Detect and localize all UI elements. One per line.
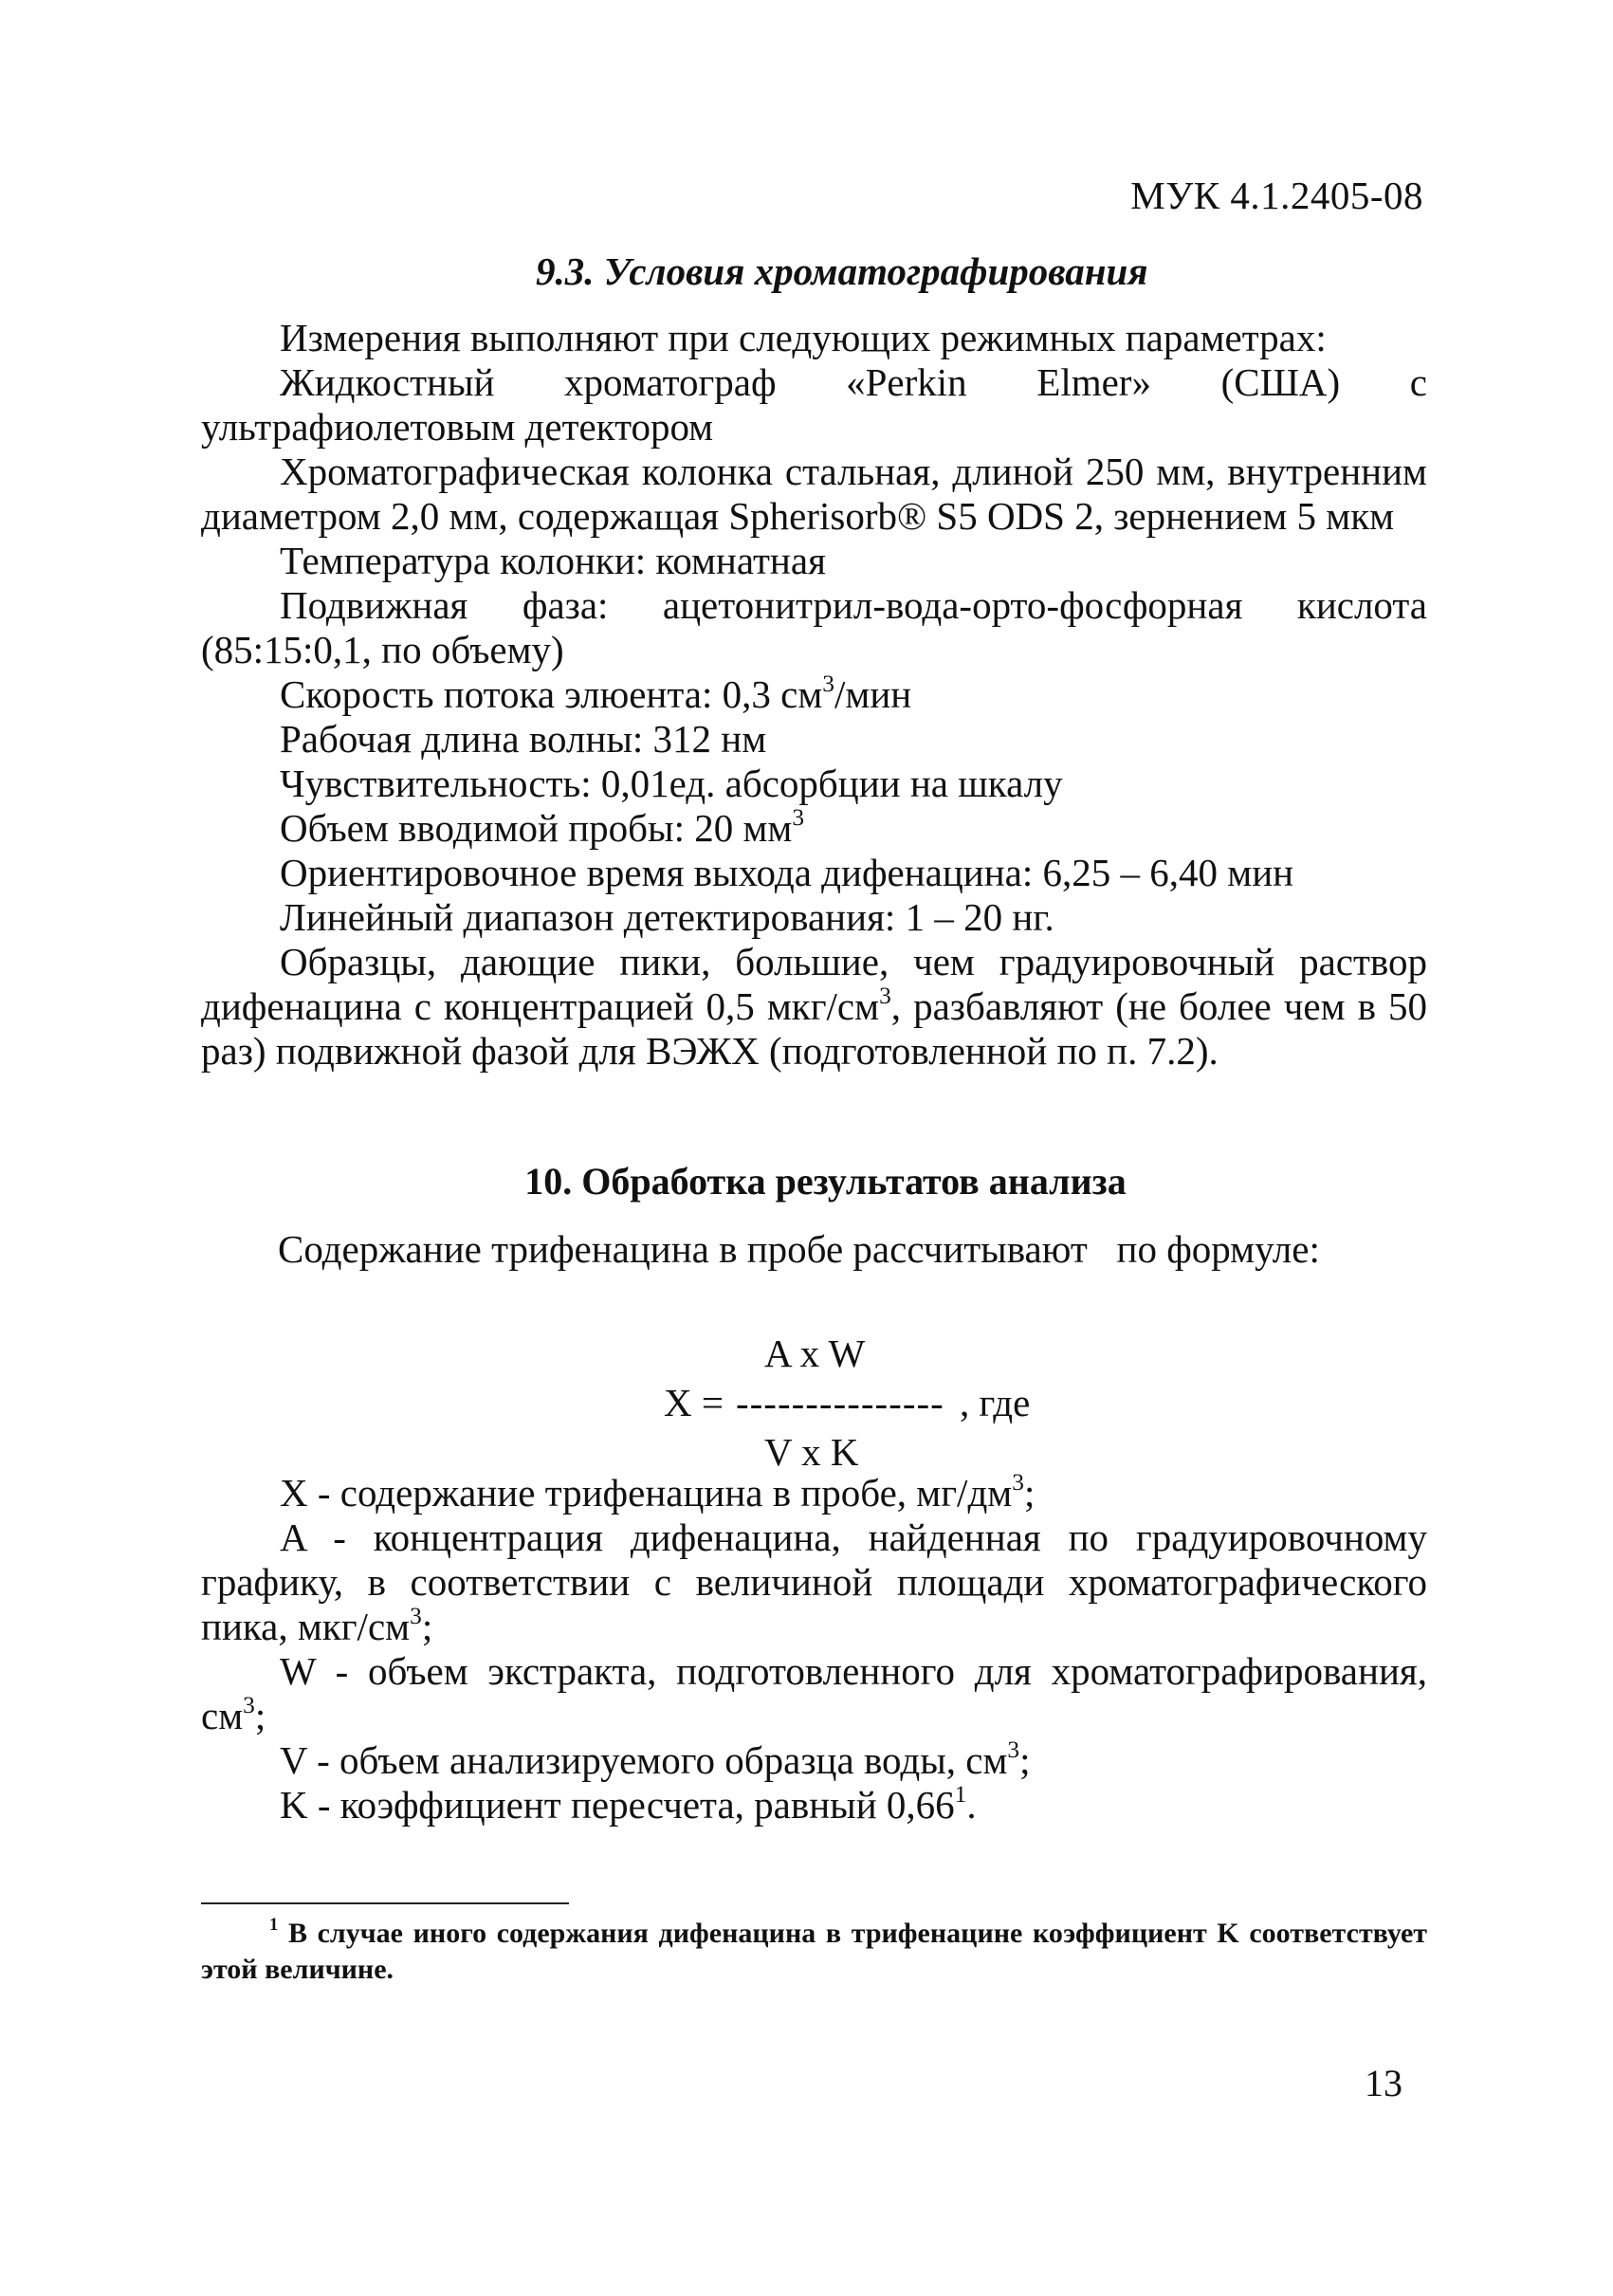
definition-a: A - концентрация дифенацина, найденная по градуировочному графику, в соответствии с величиной площади хроматографического пика, мкг/$см^3$; bbox=[201, 1515, 1427, 1648]
definition-w: W - объем экстракта, подготовленного для хроматографирования, $см^3$; bbox=[201, 1649, 1427, 1737]
definition-k: K - коэффициент пересчета, равный 0,66$^1$. bbox=[280, 1780, 977, 1827]
formula-denominator: V x K bbox=[764, 1430, 859, 1474]
paragraph-wavelength: Рабочая длина волны: 312 нм bbox=[280, 717, 767, 761]
paragraph-column: Хроматографическая колонка стальная, длиной 250 мм, внутренним диаметром 2,0 мм, содержащая Spherisorb® S5 ODS 2, зернением 5 мкм bbox=[201, 450, 1427, 538]
footnote-divider bbox=[201, 1902, 569, 1904]
formula-numerator: A x W bbox=[764, 1332, 866, 1375]
section-9-3-body bbox=[201, 316, 1427, 1074]
paragraph-measurement-mode: Измерения выполняют при следующих режимных параметрах: bbox=[280, 316, 1327, 359]
formula bbox=[664, 1331, 1062, 1473]
footnote-marker: 1 bbox=[269, 1915, 279, 1936]
section-9-3-title: 9.3. Условия хроматографирования bbox=[536, 249, 1148, 293]
definition-x: X - содержание трифенацина в пробе, $мг/дм^3$; bbox=[280, 1468, 1036, 1515]
document-code: МУК 4.1.2405-08 bbox=[1130, 174, 1423, 217]
formula-definitions bbox=[201, 1468, 1427, 1828]
section-10-title: 10. Обработка результатов анализа bbox=[524, 1160, 1127, 1203]
paragraph-chromatograph: Жидкостный хроматограф «Perkin Elmer» (США) с ультрафиолетовым детектором bbox=[201, 360, 1427, 449]
formula-where: , где bbox=[960, 1381, 1031, 1424]
formula-lhs: X = bbox=[664, 1381, 724, 1424]
footnote bbox=[201, 1916, 1427, 1988]
paragraph-sample-volume: Объем вводимой пробы: 20 $мм^3$ bbox=[280, 803, 805, 850]
paragraph-sensitivity: Чувствительность: 0,01ед. абсорбции на шкалу bbox=[280, 762, 1063, 805]
paragraph-linear-range: Линейный диапазон детектирования: 1 – 20 нг. bbox=[280, 895, 1054, 939]
paragraph-retention-time: Ориентировочное время выхода дифенацина: 6,25 – 6,40 мин bbox=[280, 851, 1294, 894]
paragraph-column-temperature: Температура колонки: комнатная bbox=[280, 539, 826, 582]
footnote-text: В случае иного содержания дифенацина в трифенацине коэффициент K соответствует этой величине. bbox=[201, 1918, 1427, 1985]
paragraph-flow-rate: Скорость потока элюента: 0,3 $см^3$/мин bbox=[280, 670, 912, 716]
page-number: 13 bbox=[1365, 2062, 1402, 2104]
definition-v: V - объем анализируемого образца воды, $см^3$; bbox=[280, 1736, 1031, 1782]
paragraph-mobile-phase: Подвижная фаза: ацетонитрил-вода-орто-фосфорная кислота (85:15:0,1, по объему) bbox=[201, 583, 1427, 671]
paragraph-dilution: Образцы, дающие пики, большие, чем градуировочный раствор дифенацина с концентрацией 0,5 мкг/$см^3$, разбавляют (не более чем в 50 раз) подвижной фазой для ВЭЖХ (подготовленной по п. 7.2). bbox=[201, 940, 1427, 1073]
formula-fraction-bar: --------------- bbox=[736, 1381, 944, 1424]
formula-intro: Содержание трифенацина в пробе рассчитывают по формуле: bbox=[278, 1227, 1320, 1271]
